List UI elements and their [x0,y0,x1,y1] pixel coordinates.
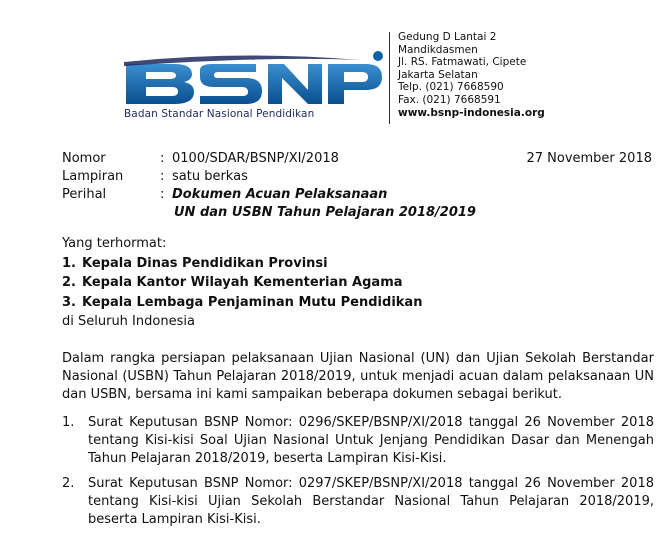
nomor-row [62,150,476,168]
list-item [62,414,654,468]
list-item-text: Surat Keputusan BSNP Nomor: 0296/SKEP/BSNP/XI/2018 tanggal 26 November 2018 tentang Kisi-kisi Soal Ujian Nasional Untuk Jenjang Pendidikan Dasar dan Menengah Tahun Pelajaran 2018/2019, beserta Lampiran Kisi-Kisi. [88,415,654,466]
addressee-location: di Seluruh Indonesia [62,314,195,329]
perihal-row [62,186,476,204]
letterhead-divider [389,32,390,124]
list-item [62,475,654,529]
nomor-label: Nomor [62,151,106,166]
bsnp-logo-icon [120,48,390,110]
address-fax: Fax. (021) 7668591 [398,93,501,106]
recipient-name: Kepala Dinas Pendidikan Provinsi [82,255,328,271]
letter-meta [62,150,476,222]
addressee-block [62,234,422,332]
document-list [62,414,654,536]
lampiran-colon: : [160,169,165,184]
lampiran-row [62,168,476,186]
greeting: Yang terhormat: [62,236,167,251]
address-line: Gedung D Lantai 2 [398,31,497,43]
nomor-value: 0100/SDAR/BSNP/XI/2018 [172,151,339,166]
recipient-item [62,293,422,313]
recipient-number: 3. [62,294,76,310]
recipient-number: 1. [62,255,76,271]
list-item-text: Surat Keputusan BSNP Nomor: 0297/SKEP/BSNP/XI/2018 tanggal 26 November 2018 tentang Kisi-kisi Ujian Sekolah Berstandar Nasional Tahun Pelajaran 2018/2019, beserta Lampiran Kisi-Kisi. [88,476,654,527]
address-line: Jakarta Selatan [398,68,478,81]
address-website-link[interactable]: www.bsnp-indonesia.org [398,106,545,119]
address-line: Jl. RS. Fatmawati, Cipete [398,56,527,69]
logo-tagline: Badan Standar Nasional Pendidikan [124,108,315,120]
nomor-colon: : [160,151,165,166]
intro-paragraph: Dalam rangka persiapan pelaksanaan Ujian Nasional (UN) dan Ujian Sekolah Berstandar Nasional (USBN) Tahun Pelajaran 2018/2019, untuk menjadi acuan dalam pelaksanaan UN dan USBN, bersama ini kami sampaikan beberapa dokumen sebagai berikut. [62,351,654,402]
recipient-number: 2. [62,275,76,290]
lampiran-value: satu berkas [172,169,248,184]
list-item-number: 2. [62,476,75,491]
perihal-label: Perihal [62,187,107,202]
perihal-value-line1: Dokumen Acuan Pelaksanaan [172,187,388,202]
recipient-item [62,254,422,274]
lampiran-label: Lampiran [62,169,124,184]
address-phone: Telp. (021) 7668590 [398,81,504,94]
letterhead-address [398,31,545,119]
list-item-number: 1. [62,415,75,430]
letter-date: 27 November 2018 [526,151,652,166]
recipient-name: Kepala Lembaga Penjaminan Mutu Pendidikan [82,294,423,310]
perihal-value-line2: UN dan USBN Tahun Pelajaran 2018/2019 [174,205,476,220]
bsnp-logo [120,48,390,128]
perihal-colon: : [160,187,165,202]
recipient-item [62,273,422,293]
address-line: Mandikdasmen [398,43,478,56]
recipient-name: Kepala Kantor Wilayah Kementerian Agama [82,275,403,290]
